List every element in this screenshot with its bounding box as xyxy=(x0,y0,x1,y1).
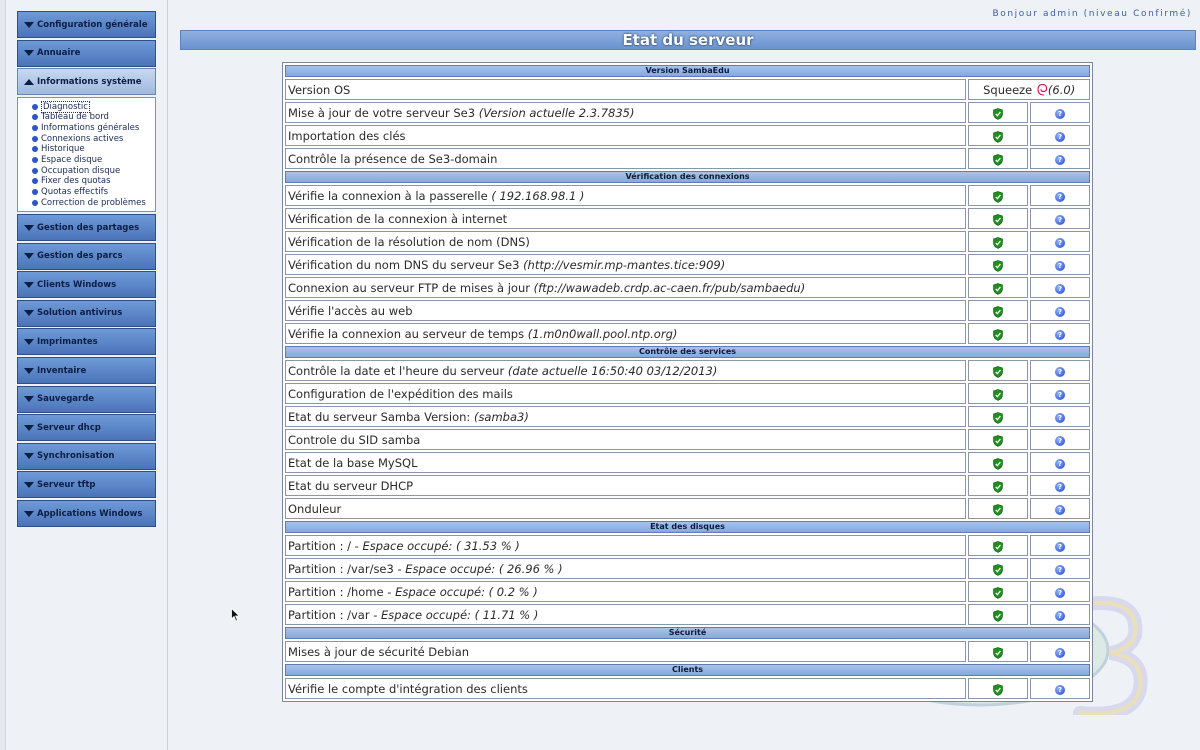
check-label: Partition : /var - xyxy=(288,607,382,622)
check-detail: ( 192.168.98.1 ) xyxy=(491,188,585,203)
help-question-icon[interactable]: ? xyxy=(1055,155,1065,165)
check-description xyxy=(285,604,966,625)
submenu-item-label: Historique xyxy=(41,144,85,155)
green-shield-check-icon xyxy=(993,186,1003,205)
green-shield-check-icon xyxy=(993,559,1003,578)
help-question-icon[interactable]: ? xyxy=(1055,542,1065,552)
green-shield-check-icon xyxy=(993,209,1003,228)
check-detail: (Version actuelle 2.3.7835) xyxy=(478,105,635,120)
user-greeting: Bonjour admin (niveau Confirmé) xyxy=(992,9,1192,19)
check-label: Vérifie la connexion au serveur de temps xyxy=(288,326,528,341)
check-description xyxy=(285,300,966,321)
status-row xyxy=(285,429,1090,450)
status-cell xyxy=(968,429,1028,450)
check-label: Partition : /home - xyxy=(288,584,396,599)
check-description xyxy=(285,148,966,169)
check-label: Mise à jour de votre serveur Se3 xyxy=(288,105,479,120)
help-question-icon[interactable]: ? xyxy=(1055,685,1065,695)
help-cell xyxy=(1030,475,1090,496)
submenu-item-7[interactable] xyxy=(32,176,155,187)
menu-item-7[interactable] xyxy=(17,328,156,355)
menu-item-label: Serveur tftp xyxy=(37,479,96,490)
check-description xyxy=(285,581,966,602)
status-cell xyxy=(968,125,1028,146)
section-title: Version SambaEdu xyxy=(285,65,1090,77)
menu-item-2[interactable] xyxy=(17,68,156,95)
green-shield-check-icon xyxy=(993,324,1003,343)
debian-swirl-icon xyxy=(1036,83,1048,97)
status-cell xyxy=(968,231,1028,252)
section-title: Vérification des connexions xyxy=(285,171,1090,183)
help-cell xyxy=(1030,231,1090,252)
help-cell xyxy=(1030,452,1090,473)
status-cell xyxy=(968,678,1028,699)
status-row xyxy=(285,360,1090,381)
help-cell xyxy=(1030,300,1090,321)
menu-item-6[interactable] xyxy=(17,300,156,327)
status-row xyxy=(285,581,1090,602)
menu-item-label: Solution antivirus xyxy=(37,308,123,319)
status-cell xyxy=(968,323,1028,344)
submenu-item-label: Connexions actives xyxy=(41,133,124,144)
check-description xyxy=(285,678,966,699)
triangle-down-icon xyxy=(24,225,34,231)
status-row xyxy=(285,300,1090,321)
help-question-icon[interactable]: ? xyxy=(1055,330,1065,340)
status-cell xyxy=(968,641,1028,662)
submenu-item-9[interactable] xyxy=(32,197,155,208)
check-label: Controle du SID samba xyxy=(288,432,421,447)
main-menu xyxy=(17,11,156,529)
green-shield-check-icon xyxy=(993,582,1003,601)
help-question-icon[interactable]: ? xyxy=(1055,284,1065,294)
submenu-item-4[interactable] xyxy=(32,144,155,155)
status-row xyxy=(285,558,1090,579)
submenu-item-label: Quotas effectifs xyxy=(41,187,109,198)
check-label: Version OS xyxy=(288,82,351,97)
status-row xyxy=(285,231,1090,252)
status-cell xyxy=(968,558,1028,579)
triangle-down-icon xyxy=(24,368,34,374)
help-cell xyxy=(1030,277,1090,298)
menu-item-11[interactable] xyxy=(17,443,156,470)
section-header-row xyxy=(285,664,1090,676)
submenu-item-label: Occupation disque xyxy=(41,165,121,176)
help-question-icon[interactable]: ? xyxy=(1055,215,1065,225)
triangle-down-icon xyxy=(24,50,34,56)
section-title: Contrôle des services xyxy=(285,346,1090,358)
help-cell xyxy=(1030,581,1090,602)
check-description xyxy=(285,383,966,404)
check-description xyxy=(285,277,966,298)
submenu-item-label: Espace disque xyxy=(41,154,103,165)
status-row xyxy=(285,383,1090,404)
help-question-icon[interactable]: ? xyxy=(1055,482,1065,492)
bullet-icon xyxy=(32,200,38,206)
status-row xyxy=(285,208,1090,229)
status-cell xyxy=(968,360,1028,381)
green-shield-check-icon xyxy=(993,149,1003,168)
menu-item-label: Clients Windows xyxy=(37,279,117,290)
green-shield-check-icon xyxy=(993,407,1003,426)
check-description xyxy=(285,452,966,473)
status-cell xyxy=(968,254,1028,275)
os-version-name: Squeeze xyxy=(983,82,1033,97)
help-cell xyxy=(1030,498,1090,519)
triangle-down-icon xyxy=(24,453,34,459)
status-row xyxy=(285,323,1090,344)
section-title: Clients xyxy=(285,664,1090,676)
help-question-icon[interactable]: ? xyxy=(1055,238,1065,248)
help-question-icon[interactable]: ? xyxy=(1055,192,1065,202)
menu-item-label: Synchronisation xyxy=(37,451,115,462)
help-cell xyxy=(1030,254,1090,275)
status-row xyxy=(285,452,1090,473)
green-shield-check-icon xyxy=(993,278,1003,297)
check-detail: (http://vesmir.mp-mantes.tice:909) xyxy=(523,257,726,272)
status-row xyxy=(285,475,1090,496)
menu-item-label: Configuration générale xyxy=(37,19,148,30)
check-label: Vérifie le compte d'intégration des clients xyxy=(288,681,528,696)
help-question-icon[interactable]: ? xyxy=(1055,459,1065,469)
check-label: Partition : / - xyxy=(288,538,363,553)
green-shield-check-icon xyxy=(993,103,1003,122)
section-header-row xyxy=(285,65,1090,77)
green-shield-check-icon xyxy=(993,126,1003,145)
status-row xyxy=(285,148,1090,169)
help-cell xyxy=(1030,429,1090,450)
check-description xyxy=(285,558,966,579)
help-question-icon[interactable]: ? xyxy=(1055,436,1065,446)
check-label: Etat de la base MySQL xyxy=(288,455,418,470)
status-row xyxy=(285,498,1090,519)
menu-item-13[interactable] xyxy=(17,500,156,527)
triangle-down-icon xyxy=(24,310,34,316)
menu-item-4[interactable] xyxy=(17,243,156,270)
triangle-down-icon xyxy=(24,339,34,345)
submenu-item-label: Fixer des quotas xyxy=(41,176,111,187)
help-question-icon[interactable]: ? xyxy=(1055,132,1065,142)
menu-item-1[interactable] xyxy=(17,40,156,67)
menu-item-10[interactable] xyxy=(17,414,156,441)
submenu-item-label: Tableau de bord xyxy=(41,112,109,123)
triangle-down-icon xyxy=(24,22,34,28)
check-detail: (date actuelle 16:50:40 03/12/2013) xyxy=(507,363,718,378)
status-row xyxy=(285,254,1090,275)
help-cell xyxy=(1030,383,1090,404)
help-cell xyxy=(1030,323,1090,344)
status-cell xyxy=(968,535,1028,556)
check-description xyxy=(285,185,966,206)
menu-item-0[interactable] xyxy=(17,11,156,38)
os-version-number: (6.0) xyxy=(1047,82,1076,97)
section-header-row xyxy=(285,627,1090,639)
section-title: Etat des disques xyxy=(285,521,1090,533)
menu-item-label: Gestion des partages xyxy=(37,222,140,233)
help-question-icon[interactable]: ? xyxy=(1055,109,1065,119)
status-cell xyxy=(968,300,1028,321)
help-cell xyxy=(1030,102,1090,123)
mouse-pointer-icon xyxy=(231,608,241,622)
status-row xyxy=(285,604,1090,625)
menu-item-label: Annuaire xyxy=(37,48,81,59)
triangle-down-icon xyxy=(24,253,34,259)
help-cell xyxy=(1030,208,1090,229)
check-description xyxy=(285,535,966,556)
status-cell xyxy=(968,208,1028,229)
status-cell xyxy=(968,148,1028,169)
menu-item-label: Sauvegarde xyxy=(37,394,95,405)
status-row xyxy=(285,102,1090,123)
help-question-icon[interactable]: ? xyxy=(1055,611,1065,621)
check-detail: Espace occupé: ( 11.71 % ) xyxy=(381,607,539,622)
help-cell xyxy=(1030,641,1090,662)
menu-item-5[interactable] xyxy=(17,271,156,298)
check-description xyxy=(285,231,966,252)
check-label: Importation des clés xyxy=(288,128,406,143)
status-row xyxy=(285,125,1090,146)
menu-item-label: Applications Windows xyxy=(37,508,143,519)
green-shield-check-icon xyxy=(993,301,1003,320)
help-cell xyxy=(1030,678,1090,699)
bullet-icon xyxy=(32,178,38,184)
submenu-item-6[interactable] xyxy=(32,165,155,176)
check-detail: Espace occupé: ( 31.53 % ) xyxy=(362,538,520,553)
check-detail: (samba3) xyxy=(473,409,529,424)
bullet-icon xyxy=(32,189,38,195)
help-question-icon[interactable]: ? xyxy=(1055,565,1065,575)
check-label: Mises à jour de sécurité Debian xyxy=(288,644,470,659)
green-shield-check-icon xyxy=(993,384,1003,403)
section-title: Sécurité xyxy=(285,627,1090,639)
bullet-icon xyxy=(32,114,38,120)
status-cell xyxy=(968,604,1028,625)
menu-item-3[interactable] xyxy=(17,214,156,241)
green-shield-check-icon xyxy=(993,499,1003,518)
left-frame xyxy=(0,0,168,750)
submenu-item-1[interactable] xyxy=(32,112,155,123)
bullet-icon xyxy=(32,157,38,163)
status-cell xyxy=(968,406,1028,427)
help-cell xyxy=(1030,558,1090,579)
help-cell xyxy=(1030,535,1090,556)
check-label: Contrôle la présence de Se3-domain xyxy=(288,151,498,166)
check-description xyxy=(285,254,966,275)
menu-item-label: Imprimantes xyxy=(37,336,98,347)
status-cell xyxy=(968,581,1028,602)
check-description xyxy=(285,641,966,662)
status-row xyxy=(285,185,1090,206)
help-question-icon[interactable]: ? xyxy=(1055,648,1065,658)
bullet-icon xyxy=(32,104,38,110)
triangle-down-icon xyxy=(24,511,34,517)
help-cell xyxy=(1030,125,1090,146)
triangle-down-icon xyxy=(24,396,34,402)
green-shield-check-icon xyxy=(993,361,1003,380)
check-label: Onduleur xyxy=(288,501,342,516)
submenu-item-3[interactable] xyxy=(32,133,155,144)
triangle-up-icon xyxy=(24,79,34,85)
check-description xyxy=(285,208,966,229)
help-cell xyxy=(1030,406,1090,427)
status-cell xyxy=(968,383,1028,404)
triangle-down-icon xyxy=(24,425,34,431)
status-cell xyxy=(968,498,1028,519)
section-header-row xyxy=(285,521,1090,533)
status-cell xyxy=(968,277,1028,298)
help-cell xyxy=(1030,604,1090,625)
status-row xyxy=(285,79,1090,100)
menu-item-label: Inventaire xyxy=(37,365,87,376)
check-label: Vérifie la connexion à la passerelle xyxy=(288,188,492,203)
green-shield-check-icon xyxy=(993,605,1003,624)
menu-item-label: Informations système xyxy=(37,76,142,87)
check-detail: Espace occupé: ( 26.96 % ) xyxy=(405,561,563,576)
status-row xyxy=(285,678,1090,699)
check-label: Contrôle la date et l'heure du serveur xyxy=(288,363,508,378)
menu-item-8[interactable] xyxy=(17,357,156,384)
check-description xyxy=(285,323,966,344)
check-description xyxy=(285,360,966,381)
submenu-item-8[interactable] xyxy=(32,187,155,198)
status-cell xyxy=(968,102,1028,123)
submenu-informations-systeme xyxy=(17,97,156,212)
check-label: Etat du serveur DHCP xyxy=(288,478,414,493)
menu-item-9[interactable] xyxy=(17,386,156,413)
help-question-icon[interactable]: ? xyxy=(1055,261,1065,271)
status-row xyxy=(285,406,1090,427)
submenu-item-5[interactable] xyxy=(32,155,155,166)
help-question-icon[interactable]: ? xyxy=(1055,307,1065,317)
status-row xyxy=(285,277,1090,298)
green-shield-check-icon xyxy=(993,476,1003,495)
submenu-item-0[interactable] xyxy=(32,101,155,112)
green-shield-check-icon xyxy=(993,430,1003,449)
check-description xyxy=(285,498,966,519)
check-detail: (1.m0n0wall.pool.ntp.org) xyxy=(527,326,678,341)
help-cell xyxy=(1030,148,1090,169)
status-cell xyxy=(968,475,1028,496)
bullet-icon xyxy=(32,125,38,131)
submenu-item-label: Correction de problèmes xyxy=(41,197,146,208)
check-label: Vérification de la connexion à internet xyxy=(288,211,508,226)
help-question-icon[interactable]: ? xyxy=(1055,390,1065,400)
green-shield-check-icon xyxy=(993,536,1003,555)
help-cell xyxy=(1030,185,1090,206)
check-description xyxy=(285,429,966,450)
menu-item-label: Serveur dhcp xyxy=(37,422,101,433)
status-row xyxy=(285,535,1090,556)
bullet-icon xyxy=(32,136,38,142)
green-shield-check-icon xyxy=(993,642,1003,661)
check-label: Vérifie l'accès au web xyxy=(288,303,413,318)
check-label: Vérification du nom DNS du serveur Se3 xyxy=(288,257,524,272)
section-header-row xyxy=(285,171,1090,183)
submenu-item-label: Informations générales xyxy=(41,122,140,133)
bullet-icon xyxy=(32,146,38,152)
check-description xyxy=(285,475,966,496)
menu-item-12[interactable] xyxy=(17,471,156,498)
check-label: Etat du serveur Samba Version: xyxy=(288,409,474,424)
check-label: Vérification de la résolution de nom (DNS) xyxy=(288,234,530,249)
triangle-down-icon xyxy=(24,282,34,288)
check-label: Connexion au serveur FTP de mises à jour xyxy=(288,280,534,295)
help-question-icon[interactable]: ? xyxy=(1055,505,1065,515)
menu-item-label: Gestion des parcs xyxy=(37,251,123,262)
submenu-item-label: Diagnostic xyxy=(43,101,88,112)
status-cell xyxy=(968,452,1028,473)
check-description xyxy=(285,102,966,123)
green-shield-check-icon xyxy=(993,255,1003,274)
check-description xyxy=(285,125,966,146)
frame-resize-handle[interactable] xyxy=(0,0,6,750)
green-shield-check-icon xyxy=(993,232,1003,251)
help-question-icon[interactable]: ? xyxy=(1055,367,1065,377)
check-description xyxy=(285,79,966,100)
triangle-down-icon xyxy=(24,482,34,488)
check-description xyxy=(285,406,966,427)
section-header-row xyxy=(285,346,1090,358)
server-status-table xyxy=(282,62,1093,702)
check-detail: Espace occupé: ( 0.2 % ) xyxy=(395,584,538,599)
check-detail: (ftp://wawadeb.crdp.ac-caen.fr/pub/sambaedu) xyxy=(533,280,806,295)
bullet-icon xyxy=(32,168,38,174)
os-version-cell xyxy=(968,79,1090,100)
page-title: Etat du serveur xyxy=(180,30,1196,50)
check-label: Configuration de l'expédition des mails xyxy=(288,386,513,401)
status-row xyxy=(285,641,1090,662)
submenu-item-2[interactable] xyxy=(32,123,155,134)
help-cell xyxy=(1030,360,1090,381)
help-question-icon[interactable]: ? xyxy=(1055,413,1065,423)
green-shield-check-icon xyxy=(993,679,1003,698)
status-cell xyxy=(968,185,1028,206)
green-shield-check-icon xyxy=(993,453,1003,472)
help-question-icon[interactable]: ? xyxy=(1055,588,1065,598)
check-label: Partition : /var/se3 - xyxy=(288,561,406,576)
